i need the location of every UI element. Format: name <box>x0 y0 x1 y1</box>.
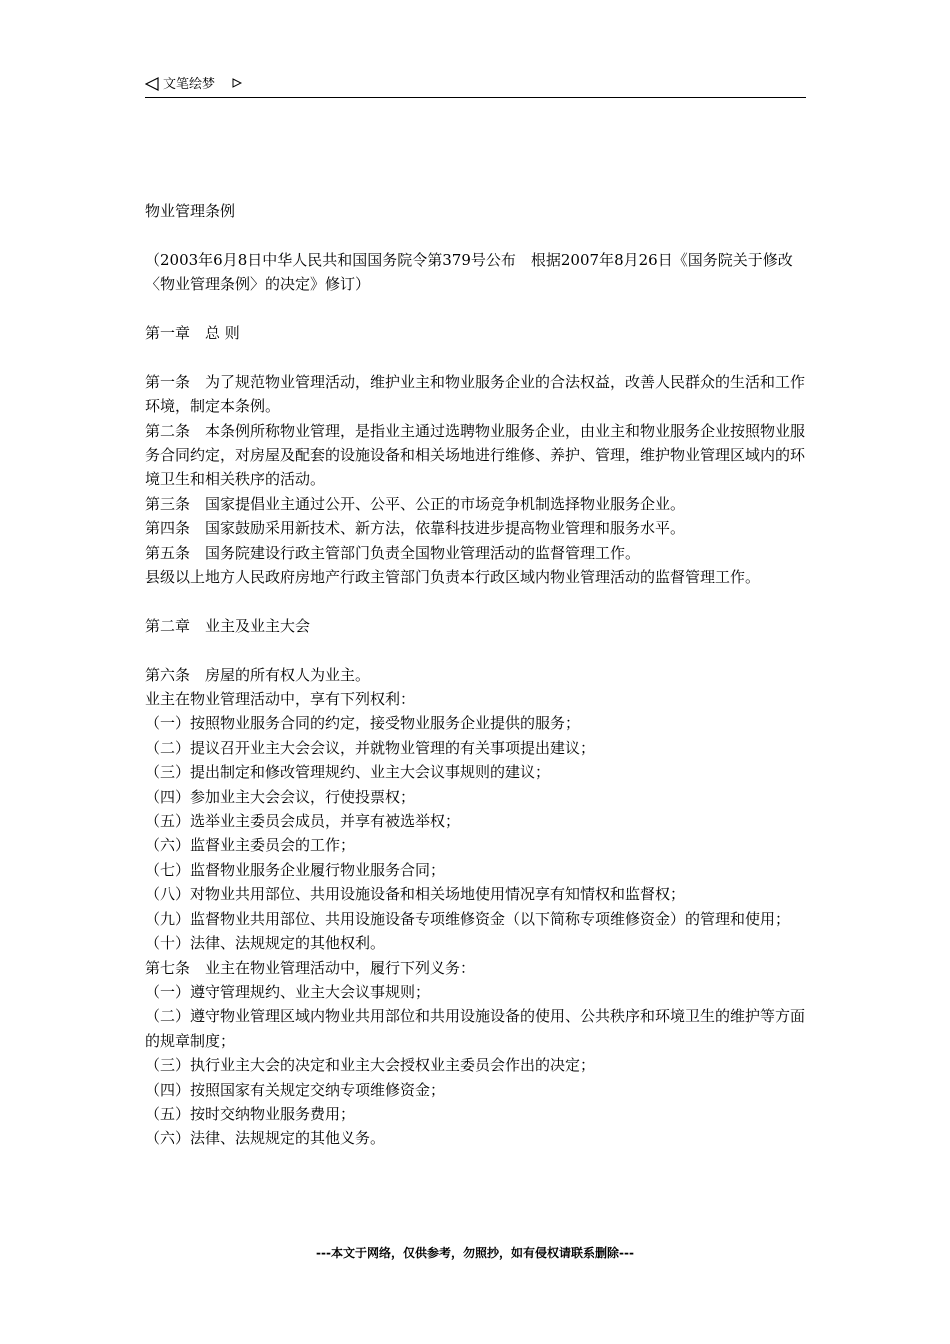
list-item: （二）遵守物业管理区域内物业共用部位和共用设施设备的使用、公共秩序和环境卫生的维护等方面的规章制度； <box>145 1007 806 1050</box>
list-item: （一）遵守管理规约、业主大会议事规则； <box>145 982 431 1001</box>
article-5-paragraph: 县级以上地方人民政府房地产行政主管部门负责本行政区域内物业管理活动的监督管理工作。 <box>145 568 761 587</box>
list-item: （二）提议召开业主大会会议，并就物业管理的有关事项提出建议； <box>145 738 596 757</box>
list-item: （三）执行业主大会的决定和业主大会授权业主委员会作出的决定； <box>145 1056 596 1075</box>
list-item: （四）参加业主大会会议，行使投票权； <box>145 787 416 806</box>
article-4: 第四条 国家鼓励采用新技术、新方法，依靠科技进步提高物业管理和服务水平。 <box>145 519 686 538</box>
article-2: 第二条 本条例所称物业管理，是指业主通过选聘物业服务企业，由业主和物业服务企业按照物业服务合同约定，对房屋及配套的设施设备和相关场地进行维修、养护、管理，维护物业管理区域内的环境卫生和相关秩序的活动。 <box>145 421 806 489</box>
page-header <box>145 74 806 98</box>
list-item: （六）法律、法规规定的其他义务。 <box>145 1129 386 1148</box>
footer-disclaimer: ---本文于网络，仅供参考，勿照抄，如有侵权请联系删除--- <box>316 1246 634 1260</box>
triangle-left-icon <box>145 77 159 91</box>
triangle-right-icon <box>232 78 242 88</box>
header-brand: 文笔绘梦 <box>163 77 216 92</box>
list-item: （七）监督物业服务企业履行物业服务合同； <box>145 860 446 879</box>
article-1: 第一条 为了规范物业管理活动，维护业主和物业服务企业的合法权益，改善人民群众的生活和工作环境，制定本条例。 <box>145 372 806 416</box>
promulgation-note: （2003年6月8日中华人民共和国国务院令第379号公布 根据2007年8月26日《国务院关于修改〈物业管理条例〉的决定》修订） <box>145 250 793 294</box>
article-7: 第七条 业主在物业管理活动中，履行下列义务： <box>145 958 476 977</box>
list-item: （五）按时交纳物业服务费用； <box>145 1104 356 1123</box>
document-title: 物业管理条例 <box>145 202 236 220</box>
list-item: （八）对物业共用部位、共用设施设备和相关场地使用情况享有知情权和监督权； <box>145 885 686 904</box>
article-6-intro: 业主在物业管理活动中，享有下列权利： <box>145 690 416 709</box>
chapter-heading: 第二章 业主及业主大会 <box>145 616 311 635</box>
article-3: 第三条 国家提倡业主通过公开、公平、公正的市场竞争机制选择物业服务企业。 <box>145 494 686 513</box>
chapter-heading: 第一章 总 则 <box>145 324 240 342</box>
list-item: （三）提出制定和修改管理规约、业主大会议事规则的建议； <box>145 763 551 782</box>
document-body <box>145 199 806 1151</box>
article-5: 第五条 国务院建设行政主管部门负责全国物业管理活动的监督管理工作。 <box>145 543 641 562</box>
list-item: （九）监督物业共用部位、共用设施设备专项维修资金（以下简称专项维修资金）的管理和使用； <box>145 909 791 928</box>
list-item: （一）按照物业服务合同的约定，接受物业服务企业提供的服务； <box>145 714 581 733</box>
list-item: （五）选举业主委员会成员，并享有被选举权； <box>145 812 461 831</box>
list-item: （六）监督业主委员会的工作； <box>145 836 356 855</box>
article-6: 第六条 房屋的所有权人为业主。 <box>145 665 371 684</box>
list-item: （四）按照国家有关规定交纳专项维修资金； <box>145 1080 446 1099</box>
list-item: （十）法律、法规规定的其他权利。 <box>145 934 386 953</box>
